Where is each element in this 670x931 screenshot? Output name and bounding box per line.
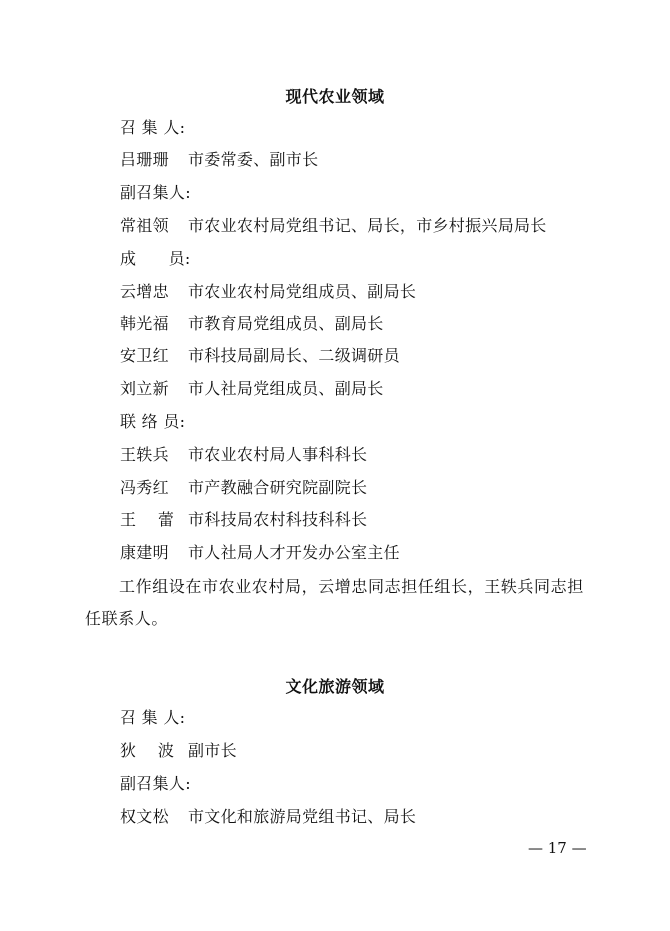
person-name: 冯秀红 (120, 478, 169, 497)
person-title: 市农业农村局人事科科长 (188, 445, 368, 464)
person-title: 市教育局党组成员、副局长 (188, 314, 384, 333)
convener-entry (120, 740, 237, 762)
person-title: 市产教融合研究院副院长 (188, 478, 368, 497)
person-name: 刘立新 (120, 379, 169, 398)
member-entry (120, 345, 400, 367)
deputy-convener-label: 副召集人: (120, 774, 191, 793)
liaison-entry (120, 477, 367, 499)
page-number: — 17 — (528, 839, 587, 857)
member-entry (120, 378, 384, 400)
person-title: 市人社局党组成员、副局长 (188, 379, 384, 398)
person-title: 市科技局副局长、二级调研员 (188, 346, 400, 365)
convener-entry (120, 149, 318, 171)
section-title-culture-tourism: 文化旅游领域 (285, 677, 385, 696)
deputy-convener-label: 副召集人: (120, 183, 191, 202)
person-title: 市农业农村局党组成员、副局长 (188, 282, 417, 301)
person-title: 市农业农村局党组书记、局长，市乡村振兴局局长 (188, 216, 547, 235)
deputy-convener-entry (120, 806, 416, 828)
person-name: 权文松 (120, 807, 169, 826)
deputy-convener-entry (120, 215, 547, 237)
section-title-agriculture: 现代农业领域 (285, 87, 385, 106)
person-name: 王 蕾 (120, 510, 175, 529)
member-entry (120, 281, 416, 303)
person-title: 副市长 (188, 741, 237, 760)
person-title: 市人社局人才开发办公室主任 (188, 543, 400, 562)
person-name: 常祖领 (120, 216, 169, 235)
liaison-entry (120, 509, 367, 531)
liaison-entry (120, 444, 367, 466)
members-label: 成 员: (120, 249, 191, 268)
member-entry (120, 313, 384, 335)
person-title: 市文化和旅游局党组书记、局长 (188, 807, 417, 826)
person-name: 韩光福 (120, 314, 169, 333)
person-title: 市科技局农村科技科科长 (188, 510, 368, 529)
person-name: 吕珊珊 (120, 150, 169, 169)
person-name: 云增忠 (120, 282, 169, 301)
convener-label: 召 集 人: (120, 708, 186, 727)
liaisons-label: 联 络 员: (120, 412, 186, 431)
person-name: 王轶兵 (120, 445, 169, 464)
convener-label: 召 集 人: (120, 118, 186, 137)
person-name: 安卫红 (120, 346, 169, 365)
person-title: 市委常委、副市长 (188, 150, 319, 169)
person-name: 康建明 (120, 543, 169, 562)
person-name: 狄 波 (120, 741, 175, 760)
working-group-note: 工作组设在市农业农村局，云增忠同志担任组长，王轶兵同志担任联系人。 (85, 577, 584, 628)
liaison-entry (120, 542, 400, 564)
